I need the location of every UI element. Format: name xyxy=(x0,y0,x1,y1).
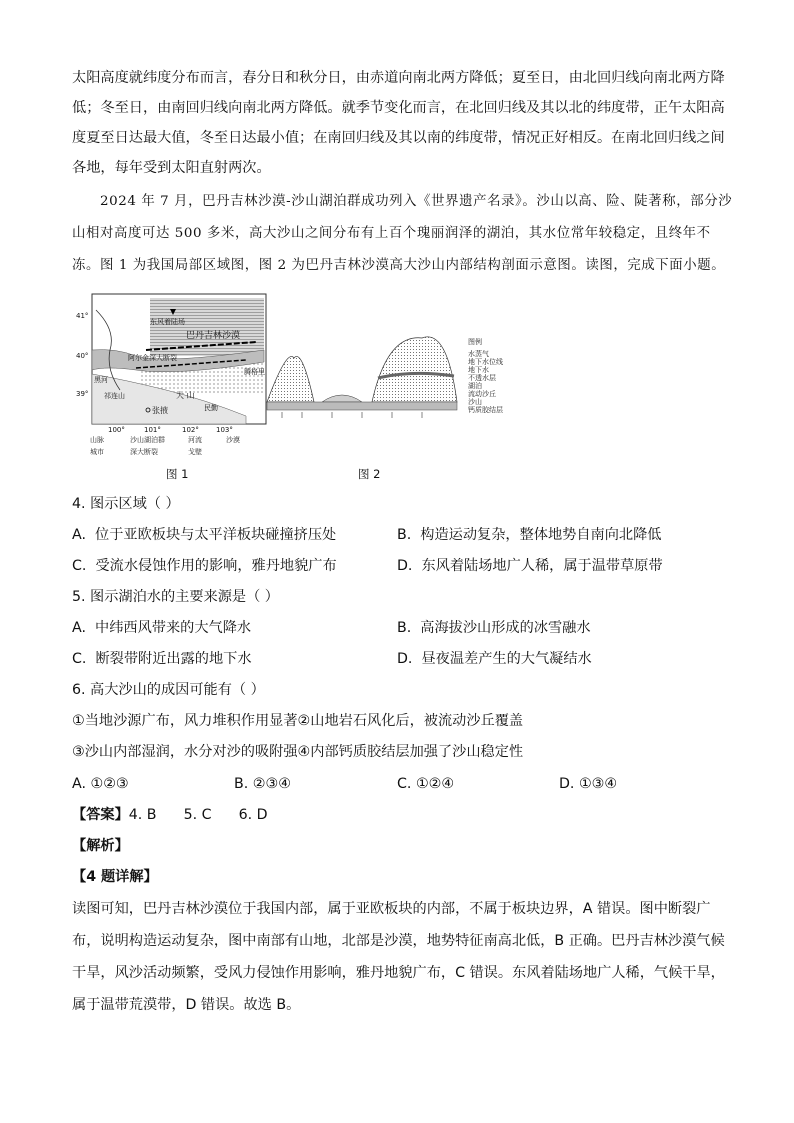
detail-line-4: 属于温带荒漠带，D 错误。故选 B。 xyxy=(72,997,301,1013)
q4-option-a: A. 位于亚欧板块与太平洋板块碰撞挤压处 xyxy=(72,527,337,543)
passage-line-2: 山相对高度可达 500 多米，高大沙山之间分布有上百个瑰丽润泽的湖泊，其水位常年较稳定，且终年不 xyxy=(72,226,711,241)
analysis-label: 【解析】 xyxy=(72,838,129,854)
desert-label: 巴丹吉林沙漠 xyxy=(186,331,241,341)
legend-dune: 流动沙丘 xyxy=(468,390,496,398)
legend-vapor: 水蒸气 xyxy=(468,350,489,358)
mountain-left-label: 祁连山 xyxy=(104,392,125,400)
intro-line-2: 低；冬至日，由南回归线向南北两方降低。就季节变化而言，在北回归线及其以北的纬度带，正午太阳高 xyxy=(72,100,725,116)
q4-option-d: D. 东风着陆场地广人稀，属于温带草原带 xyxy=(397,558,663,574)
q4-option-c: C. 受流水侵蚀作用的影响，雅丹地貌广布 xyxy=(72,558,337,574)
q5-option-a: A. 中纬西风带来的大气降水 xyxy=(72,620,252,636)
question-4-stem: 4. 图示区域（ ） xyxy=(72,496,180,512)
question-6-stem: 6. 高大沙山的成因可能有（ ） xyxy=(72,682,265,698)
answer-text: 4. B 5. C 6. D xyxy=(128,807,268,823)
q6-option-c: C. ①②④ xyxy=(397,776,455,792)
figure2-legend xyxy=(468,337,503,414)
q5-option-b: B. 高海拔沙山形成的冰雪融水 xyxy=(397,620,591,636)
legend-fault: 深大断裂 xyxy=(130,448,158,456)
passage-line-3: 冻。图 1 为我国局部区域图，图 2 为巴丹吉林沙漠高大沙山内部结构剖面示意图。读图，完成下面小题。 xyxy=(72,258,726,273)
answer-label: 【答案】 xyxy=(72,807,129,823)
figure1-legend xyxy=(90,435,240,456)
lat-40: 40° xyxy=(76,352,89,360)
figure-1-caption: 图 1 xyxy=(166,467,189,481)
intro-line-3: 度夏至日达最大值，冬至日达最小值；在南回归线及其以南的纬度带，情况正好相反。在南北回归线之间 xyxy=(72,130,725,146)
legend-title: 图例 xyxy=(468,338,482,346)
lon-103: 103° xyxy=(216,426,233,434)
q6-option-b: B. ②③④ xyxy=(234,776,291,792)
answer-line xyxy=(72,805,722,825)
launch-label: 东风着陆场 xyxy=(150,318,185,326)
city-label: 张掖 xyxy=(152,406,168,415)
q6-statement-1: ①当地沙源广布，风力堆积作用显著②山地岩石风化后，被流动沙丘覆盖 xyxy=(72,713,524,729)
legend-lake: 湖泊 xyxy=(468,382,482,390)
detail-line-3: 干旱，风沙活动频繁，受风力侵蚀作用影响，雅丹地貌广布，C 错误。东风着陆场地广人稀，气候干旱， xyxy=(72,965,725,981)
figure-1-map xyxy=(76,290,276,460)
minqin-label: 民勤 xyxy=(204,404,218,412)
intro-line-4: 各地，每年受到太阳直射两次。 xyxy=(72,160,271,176)
q5-option-c: C. 断裂带附近出露的地下水 xyxy=(72,651,252,667)
detail-line-1: 读图可知，巴丹吉林沙漠位于我国内部，属于亚欧板块的内部，不属于板块边界，A 错误。图中断裂广 xyxy=(72,901,711,917)
lon-100: 100° xyxy=(108,426,125,434)
q4-option-b: B. 构造运动复杂，整体地势自南向北降低 xyxy=(397,527,662,543)
legend-river: 河流 xyxy=(188,436,202,444)
intro-line-1: 太阳高度就纬度分布而言，春分日和秋分日，由赤道向南北两方降低；夏至日，由北回归线向南北两方降 xyxy=(72,70,725,86)
river-left-label: 黑河 xyxy=(94,376,108,384)
figure-2-caption: 图 2 xyxy=(358,467,381,481)
legend-desert: 沙漠 xyxy=(226,436,240,444)
q5-option-d: D. 昼夜温差产生的大气凝结水 xyxy=(397,651,592,667)
legend-mountain: 山脉 xyxy=(90,436,104,444)
legend-lakes: 沙山湖泊群 xyxy=(130,436,165,444)
figure-2-profile xyxy=(262,318,522,428)
q6-statement-2: ③沙山内部湿润，水分对沙的吸附强④内部钙质胶结层加强了沙山稳定性 xyxy=(72,744,524,760)
legend-gobi: 戈壁 xyxy=(188,448,202,456)
lon-101: 101° xyxy=(144,426,161,434)
lon-102: 102° xyxy=(182,426,199,434)
legend-calcium-layer: 钙质胶结层 xyxy=(468,406,503,414)
q6-option-d: D. ①③④ xyxy=(559,776,618,792)
legend-water-table: 地下水位线 xyxy=(468,358,503,366)
lat-39: 39° xyxy=(76,390,89,398)
legend-city: 城市 xyxy=(90,448,104,456)
legend-impermeable: 不透水层 xyxy=(468,374,496,382)
detail-line-2: 布，说明构造运动复杂，图中南部有山地，北部是沙漠，地势特征南高北低，B 正确。巴丹吉林沙漠气候 xyxy=(72,933,725,949)
legend-sand-mountain: 沙山 xyxy=(468,398,482,406)
tengger-label: 腾格里 xyxy=(244,368,265,376)
question-5-stem: 5. 图示湖泊水的主要来源是（ ） xyxy=(72,589,279,605)
legend-groundwater: 地下水 xyxy=(468,366,489,374)
detail-label: 【4 题详解】 xyxy=(72,869,158,885)
mountain-mid-label: 大 山 xyxy=(176,391,195,400)
q6-option-a: A. ①②③ xyxy=(72,776,129,792)
passage-line-1: 2024 年 7 月，巴丹吉林沙漠-沙山湖泊群成功列入《世界遗产名录》。沙山以高、险、陡著称，部分沙 xyxy=(100,194,733,209)
lat-41: 41° xyxy=(76,312,89,320)
fault-label: 阿尔金深大断裂 xyxy=(128,354,177,362)
